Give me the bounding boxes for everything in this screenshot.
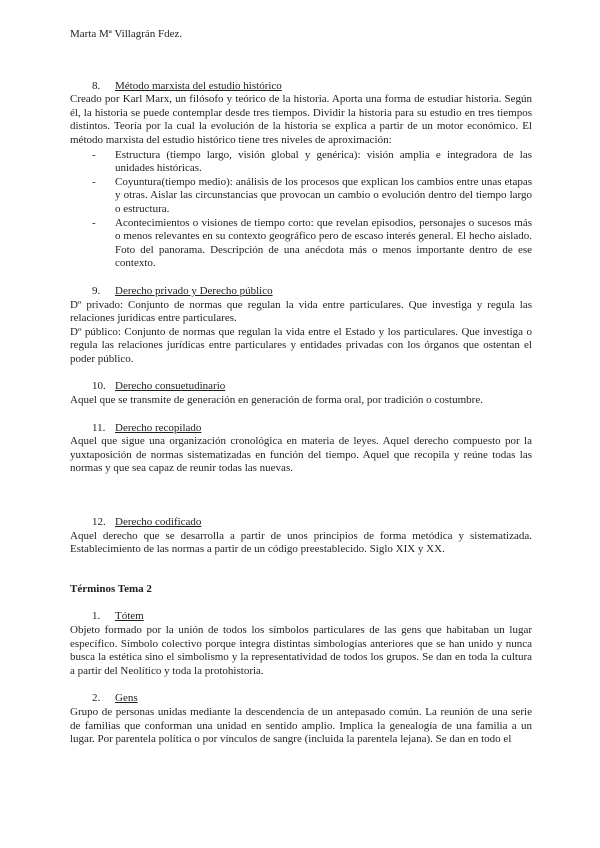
section-number: 8. [92, 79, 101, 92]
section-paragraph: Dº privado: Conjunto de normas que regulan la vida entre particulares. Que investiga y regula las relaciones jurídicas entre particulares. [70, 298, 532, 325]
term-heading: Tótem [115, 610, 144, 623]
bullet-text: Estructura (tiempo largo, visión global y genérica): visión amplia e integradora de las unidades históricas. [115, 148, 532, 175]
section-number: 11. [92, 421, 106, 434]
section-body: Aquel que sigue una organización cronológica en materia de leyes. Aquel derecho compuesto por la yuxtaposición de normas sistematizadas en función del tiempo. Aquel que recopila y reúne todas las normas y que sea capaz de reunir todas las nuevas. [70, 435, 532, 475]
section-paragraph: Dº público: Conjunto de normas que regulan la vida entre el Estado y los particulares. Que investiga o regula las relaciones jurídicas entre particulares y entidades privadas con los órganos que ostentan el poder público. [70, 325, 532, 365]
term-body: Grupo de personas unidas mediante la descendencia de un antepasado común. La reunión de una serie de familias que conforman una unidad en sentido amplio. Implica la genealogía de una familia a un lugar. Por parentela política o por vínculos de sangre (incluida la parentela lejana). Se dan en todo el [70, 705, 532, 746]
section-9-heading-row [92, 285, 532, 299]
section-body: Creado por Karl Marx, un filósofo y teórico de la historia. Aporta una forma de estudiar historia. Según él, la historia se puede contemplar desde tres tiempos. Dividir la historia para su estudio en tres tiempos distintos. Teoría por la cual la evolución de la historia se explica a partir de un motor económico. El método marxista del estudio histórico tiene tres niveles de aproximación: [70, 93, 532, 146]
section-heading: Derecho consuetudinario [115, 380, 226, 393]
bullet-dash: - [92, 175, 96, 188]
bullet-text: Acontecimientos o visiones de tiempo corto: que revelan episodios, personajes o sucesos más o menos relevantes en su contexto geográfico pero de escaso interés general. El hecho aislado. Foto del panorama. Descripción de una anécdota más o menos importante dentro de ese contexto. [115, 216, 532, 270]
section-heading: Método marxista del estudio histórico [115, 79, 282, 92]
section-number: 9. [92, 284, 101, 297]
term-body: Objeto formado por la unión de todos los símbolos particulares de las gens que habitaban un lugar específico. Símbolo colectivo porque integra distintas simbologías anteriores que se han unido y nunca busca la estética sino el simbolismo y la representatividad de todos los grupos. Se dan en toda la cultura a partir del Neolítico y toda la protohistoria. [70, 624, 532, 677]
term-number: 2. [92, 692, 101, 705]
bullet-item [92, 149, 532, 176]
section-body: Aquel derecho que se desarrolla a partir de unos principios de forma metódica y sistematizada. Establecimiento de las normas a partir de un código preestablecido. Siglo XIX y XX. [70, 529, 532, 556]
section-10-heading-row [92, 380, 532, 394]
bullet-list [70, 149, 532, 271]
section-8-heading-row [92, 80, 532, 94]
section-heading: Derecho codificado [115, 516, 202, 529]
bullet-item [92, 217, 532, 271]
section-12-heading-row [92, 516, 532, 530]
section-heading: Derecho recopilado [115, 421, 202, 434]
bullet-dash: - [92, 148, 96, 161]
bullet-dash: - [92, 216, 96, 229]
section-number: 12. [92, 516, 106, 529]
author-header: Marta Mª Villagrán Fdez. [70, 28, 183, 40]
section-body: Aquel que se transmite de generación en generación de forma oral, por tradición o costumbre. [70, 394, 483, 407]
term-2-heading-row [92, 692, 532, 706]
term-heading: Gens [115, 692, 138, 705]
section-heading: Derecho privado y Derecho público [115, 284, 273, 297]
terms-title: Términos Tema 2 [70, 582, 152, 595]
bullet-text: Coyuntura(tiempo medio): análisis de los procesos que explican los cambios entre unas etapas y otras. Aislar las circunstancias que provocan un cambio o evolución dentro del tiempo largo o estructura. [115, 175, 532, 215]
section-number: 10. [92, 380, 106, 393]
section-11-heading-row [92, 422, 532, 436]
term-number: 1. [92, 610, 101, 623]
term-1-heading-row [92, 610, 532, 624]
bullet-item [92, 176, 532, 217]
